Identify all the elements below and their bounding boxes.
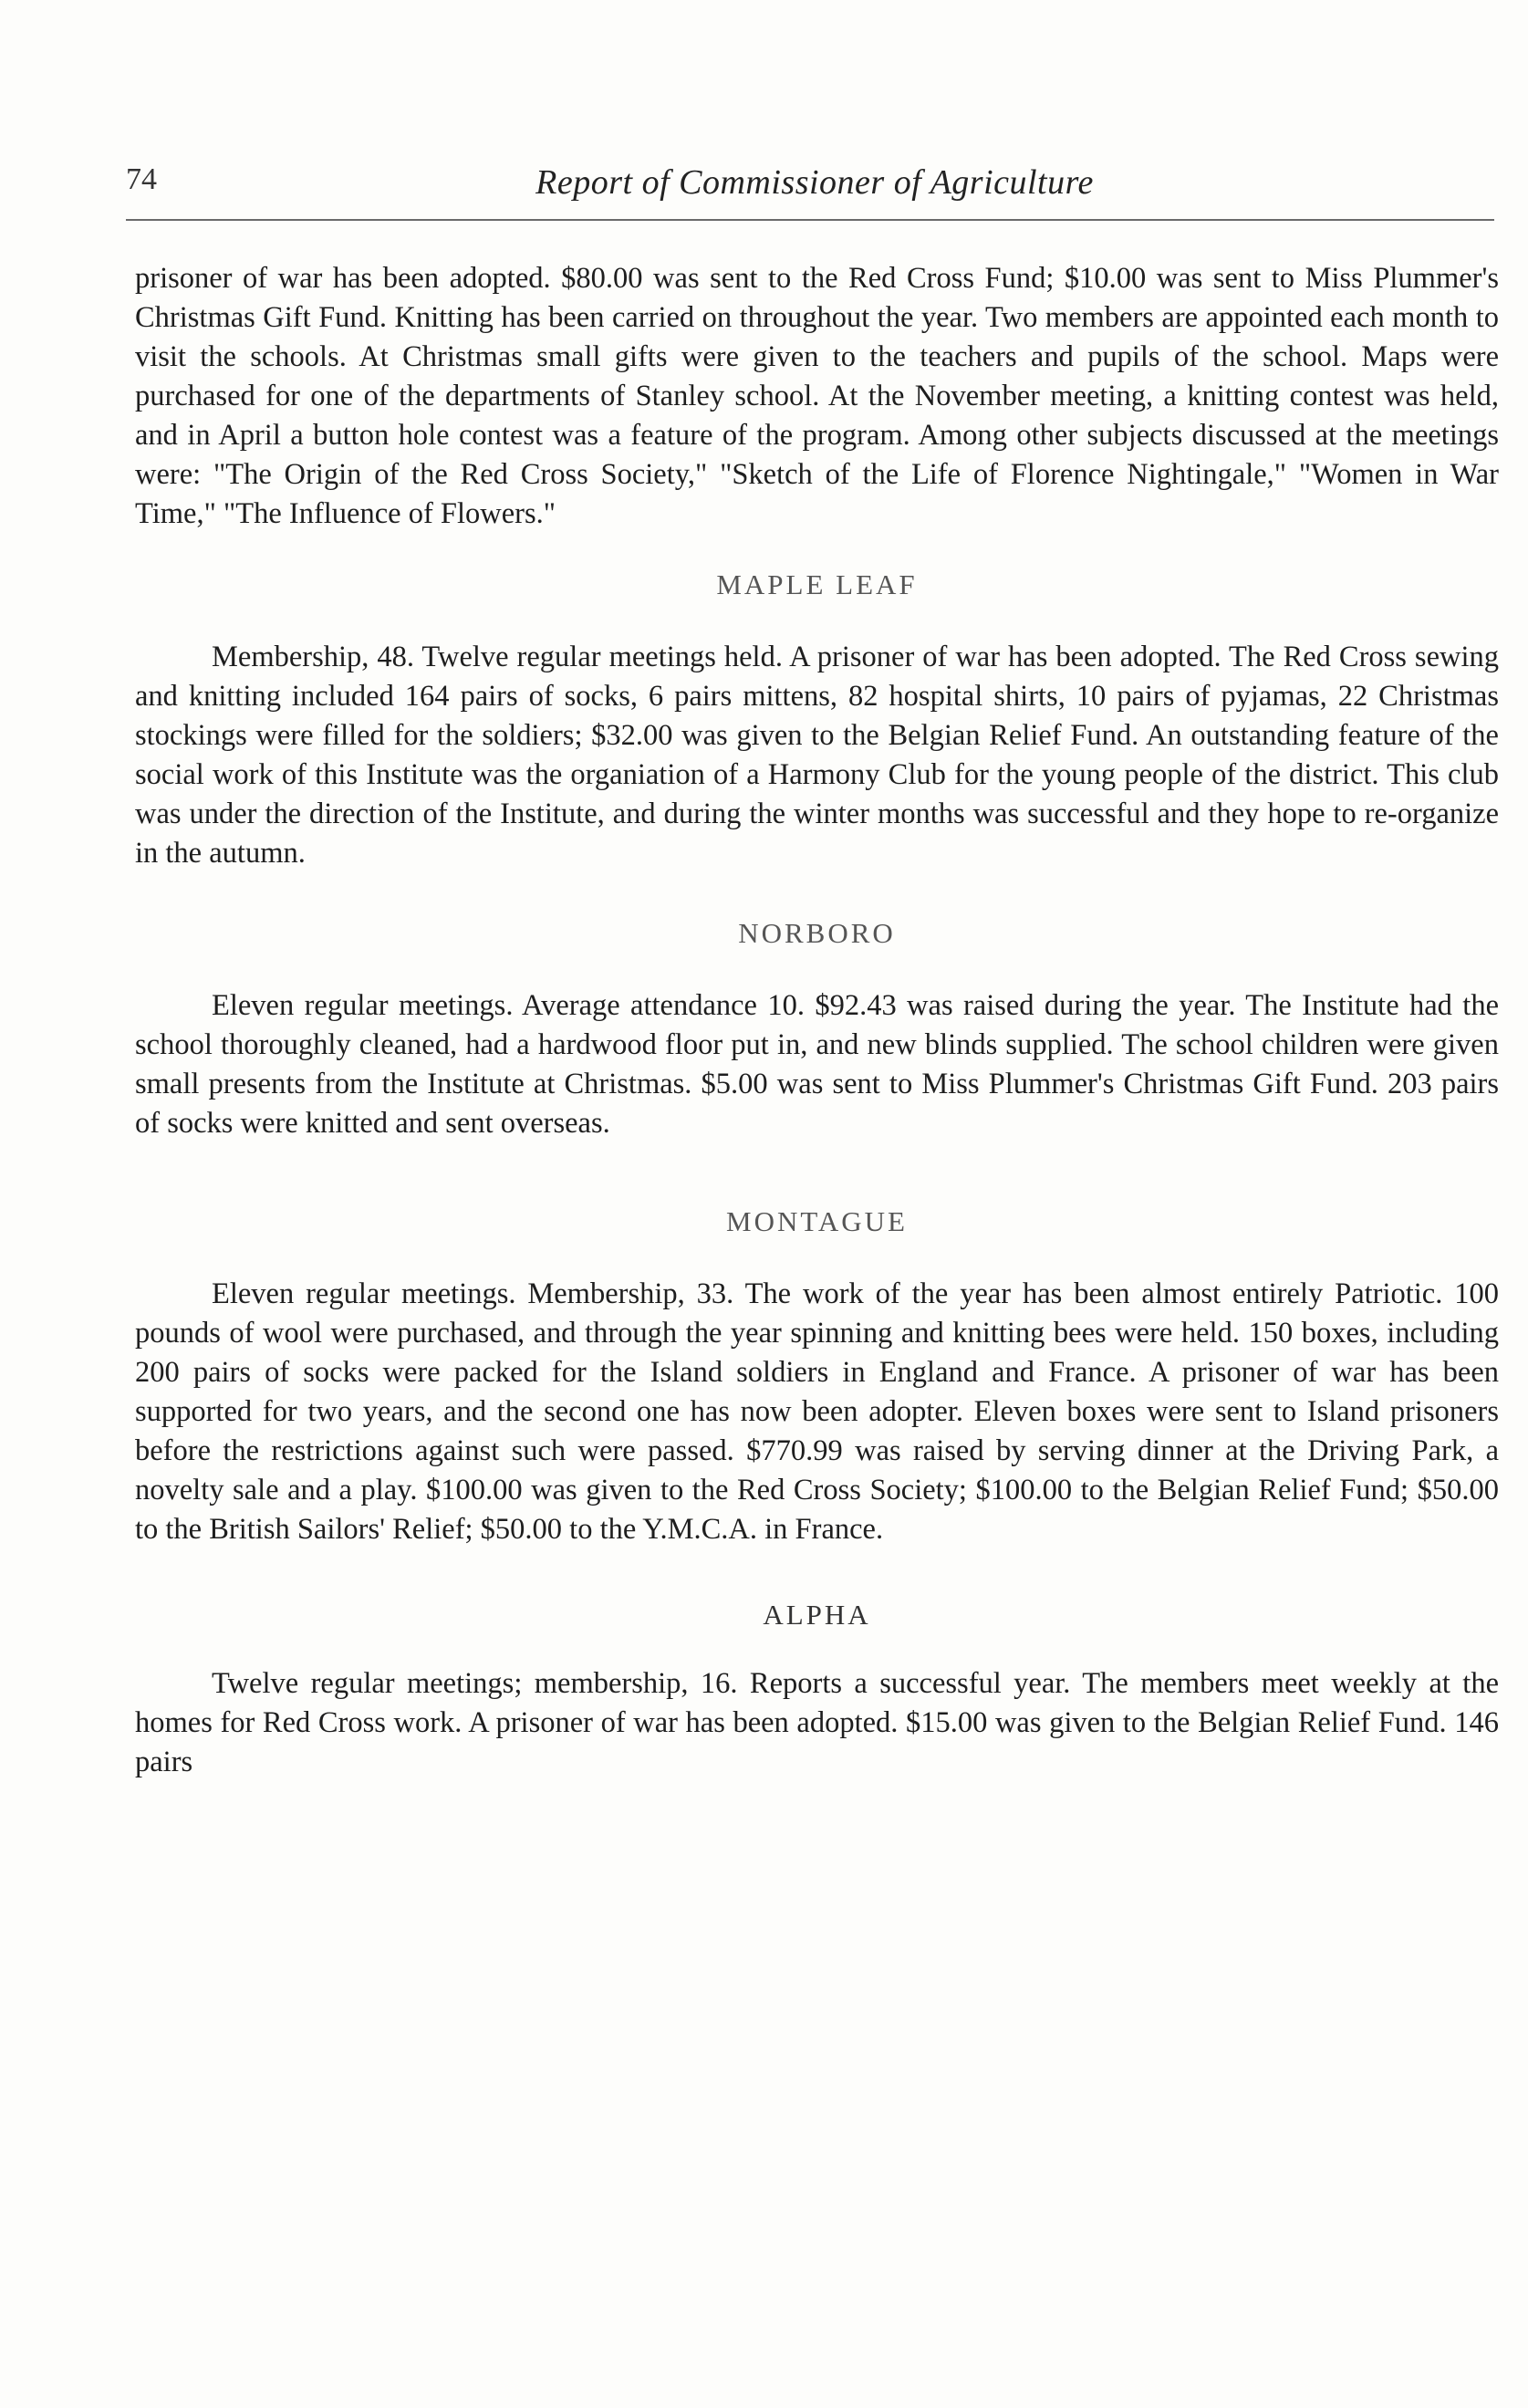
page-number: 74 [126,162,157,196]
paragraph-alpha: Twelve regular meetings; membership, 16. Reports a successful year. The members meet weekly at the homes for Red Cross work. A prisoner of war has been adopted. $15.00 was given to the Belgian Relief Fund. 146 pairs [135,1667,1499,1778]
paragraph-intro: prisoner of war has been adopted. $80.00 was sent to the Red Cross Fund; $10.00 was sent to Miss Plummer's Christmas Gift Fund. Knitting has been carried on throughout the year. Two members are appointed each month to visit the schools. At Christmas small gifts were given to the teachers and pupils of the school. Maps were purchased for one of the departments of Stanley school. At the November meeting, a knitting contest was held, and in April a button hole contest was a feature of the program. Among other subjects discussed at the meetings were: "The Origin of the Red Cross Society," "Sketch of the Life of Florence Nightingale," "Women in War Time," "The Influence of Flowers." [135,262,1499,530]
section-heading-maple-leaf: MAPLE LEAF [716,568,918,600]
running-title: Report of Commissioner of Agriculture [535,163,1094,202]
section-heading-norboro: NORBORO [738,917,896,949]
body-text [135,259,1499,1821]
paragraph-norboro: Eleven regular meetings. Average attendance 10. $92.43 was raised during the year. The Institute had the school thoroughly cleaned, had a hardwood floor put in, and new blinds supplied. The school children were given small presents from the Institute at Christmas. $5.00 was sent to Miss Plummer's Christmas Gift Fund. 203 pairs of socks were knitted and sent overseas. [135,989,1499,1140]
paragraph-montague: Eleven regular meetings. Membership, 33. The work of the year has been almost entirely Patriotic. 100 pounds of wool were purchased, and through the year spinning and knitting bees were held. 150 boxes, including 200 pairs of socks were packed for the Island soldiers in England and France. A prisoner of war has been supported for two years, and the second one has now been adopter. Eleven boxes were sent to Island prisoners before the restrictions against such were passed. $770.99 was raised by serving dinner at the Driving Park, a novelty sale and a play. $100.00 was given to the Red Cross Society; $100.00 to the Belgian Relief Fund; $50.00 to the British Sailors' Relief; $50.00 to the Y.M.C.A. in France. [135,1277,1499,1546]
running-head [126,157,1503,212]
section-heading-alpha: ALPHA [763,1599,871,1631]
paragraph-maple-leaf: Membership, 48. Twelve regular meetings held. A prisoner of war has been adopted. The Red Cross sewing and knitting included 164 pairs of socks, 6 pairs mittens, 82 hospital shirts, 10 pairs of pyjamas, 22 Christmas stockings were filled for the soldiers; $32.00 was given to the Belgian Relief Fund. An outstanding feature of the social work of this Institute was the organiation of a Harmony Club for the young people of the district. This club was under the direction of the Institute, and during the winter months was successful and they hope to re-organize in the autumn. [135,641,1499,870]
section-heading-montague: MONTAGUE [726,1205,908,1237]
header-rule [126,219,1494,221]
